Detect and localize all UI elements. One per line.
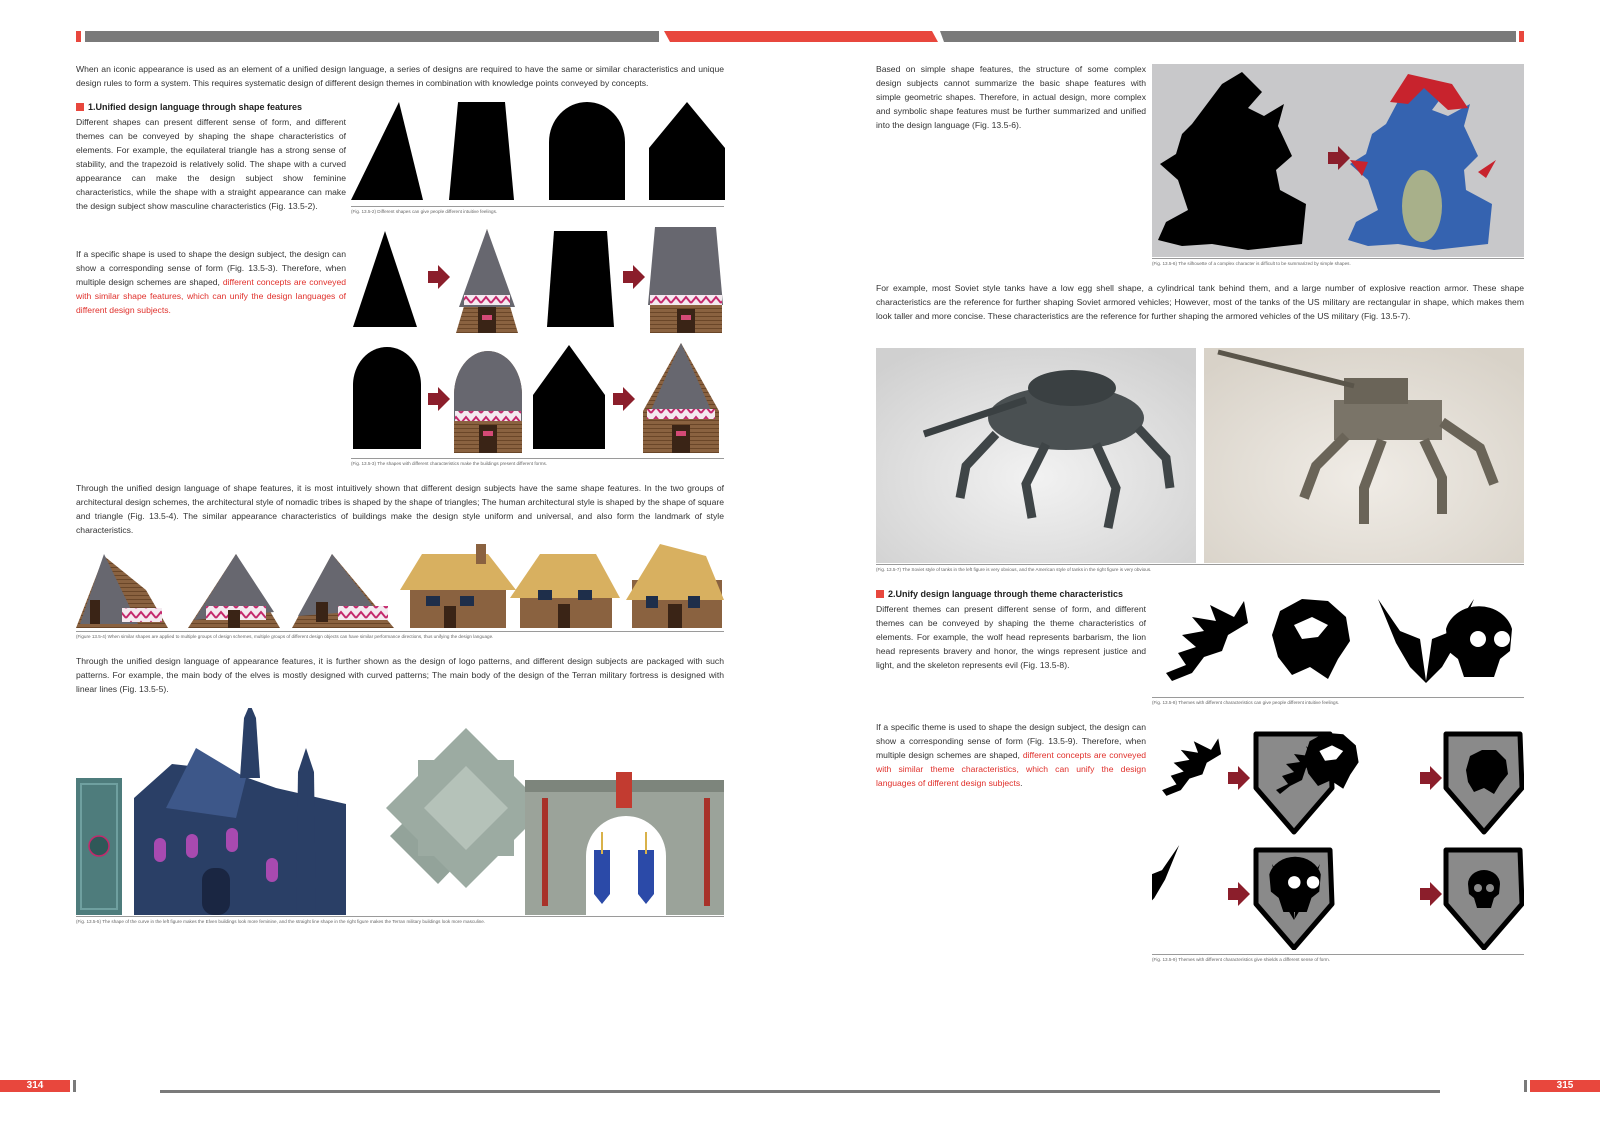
page-number-right: 315 — [1530, 1080, 1600, 1092]
right-paragraph-3-end: . — [1020, 778, 1023, 788]
right-paragraph-3 — [876, 720, 1146, 790]
top-bar-red-left — [76, 31, 81, 42]
left-paragraph-2-text: If a specific shape is used to shape the design subject, the design can show a corresponding sense of form (Fig. 13.5-3). Therefore, when multiple design schemes are shaped, — [76, 249, 346, 287]
footer-tick-right — [1524, 1080, 1527, 1092]
dome-building — [454, 351, 522, 453]
right-paragraph-2: For example, most Soviet style tanks have a low egg shell shape, a cylindrical tank behind them, and a large number of explosive reaction armor. These shape characteristics are the reference for further shaping Soviet armored vehicles; However, most of the tanks of the US military are rectangular in shape, which makes them look taller and more concise. These characteristics are the reference for further shaping the armored vehicles of the US military (Fig. 13.5-7). — [876, 283, 1524, 321]
section-marker — [76, 103, 84, 111]
shield-icon — [1446, 734, 1522, 832]
terran-gate — [525, 772, 724, 915]
section-marker — [876, 590, 884, 598]
elven-castle — [134, 708, 346, 915]
fig-13-5-8-caption: (Fig. 13.5-8) Themes with different characteristics can give people different intuitive feelings. — [1152, 697, 1524, 706]
left-paragraph-2 — [76, 247, 346, 317]
triangle-shape — [353, 231, 417, 327]
triangle-shape — [351, 102, 423, 200]
fig-13-5-3-shape-buildings — [351, 225, 725, 457]
arch-shape — [353, 347, 421, 449]
fig-13-5-2-caption: (Fig. 13.5-2) Different shapes can give people different intuitive feelings. — [351, 206, 724, 215]
human-house-3 — [626, 544, 724, 628]
section-2-title: 2.Unify design language through theme characteristics — [888, 589, 1124, 599]
tent-building — [456, 229, 518, 333]
skull-icon — [1446, 606, 1512, 677]
trapezoid-building — [648, 227, 723, 333]
arrow-icon — [428, 265, 450, 289]
top-bar-red-right — [1519, 31, 1524, 42]
terran-floor-pattern — [386, 728, 546, 888]
left-intro-paragraph: When an iconic appearance is used as an element of a unified design language, a series of designs are required to have the same or similar characteristics and unique design rules to form a system. This requires systematic design of different design themes in combination with knowledge points conveyed by concepts. — [76, 64, 724, 88]
right-paragraph-3-highlight: different concepts are conveyed with similar theme characteristics, which can unify the design languages of different design subjects — [876, 750, 1146, 788]
human-house-2 — [510, 554, 620, 628]
lion-head-icon — [1272, 599, 1350, 679]
top-bar-grey-left — [85, 31, 659, 42]
fig-13-5-9-shields — [1152, 728, 1524, 950]
section-2-heading — [876, 589, 1123, 599]
footer-line — [160, 1090, 1440, 1093]
fig-13-5-7-tanks — [876, 348, 1524, 563]
arch-shape — [549, 102, 625, 200]
right-paragraph-3-text: If a specific theme is used to shape the design subject, the design can show a corresponding sense of form (Fig. 13.5-9). Therefore, when multiple design schemes are shaped, — [876, 722, 1146, 760]
trapezoid-shape — [449, 102, 514, 200]
left-paragraph-4: Through the unified design language of appearance features, it is further shown as the design of logo patterns, and different design subjects are packaged with such patterns. For example, the main body of the elves is mostly designed with curved patterns; The main body of the design of the Terran military fortress is designed with linear lines (Fig. 13.5-5). — [76, 656, 724, 694]
left-paragraph-2-highlight: different concepts are conveyed with similar shape features, which can unify the design languages of different design subjects. — [76, 277, 346, 315]
human-house-1 — [400, 544, 516, 628]
left-paragraph-3: Through the unified design language of shape features, it is most intuitively shown that different design subjects have the same shape features. In the two groups of architectural design schemes, the architectural style of nomadic tribes is shaped by the shape of triangles; The human architectural style is shaped by the shape of square and triangle (Fig. 13.5-4). The similar appearance characteristics of buildings make the design style uniform and universal, and also form the landmark of style characteristics. — [76, 483, 724, 535]
arrow-icon — [623, 265, 645, 289]
top-bar-red-center — [664, 31, 938, 42]
fig-13-5-6-caption: (Fig. 13.5-6) The silhouette of a complex character is difficult to be summarized by simple shapes. — [1152, 258, 1524, 267]
top-bar-grey-right — [940, 31, 1516, 42]
wings-icon — [1152, 845, 1179, 911]
fig-13-5-4-caption: (Figure 13.5-4) When similar shapes are applied to multiple groups of design schemes, multiple groups of different design objects can have similar performance directions, thus unifying the design language. — [76, 631, 724, 640]
arrow-icon — [1420, 766, 1442, 790]
fig-13-5-6-silhouette — [1152, 64, 1524, 257]
wolf-head-icon — [1166, 601, 1248, 681]
pentagon-building — [643, 343, 719, 453]
fig-13-5-9-caption: (Fig. 13.5-9) Themes with different characteristics give shields a different sense of form. — [1152, 954, 1524, 963]
tribal-tent-1 — [76, 554, 168, 628]
section-1-heading — [76, 102, 302, 112]
fig-13-5-2-shapes — [351, 100, 725, 202]
section-2-body: Different themes can present different sense of form, and different themes can be conveyed by shaping the theme characteristics of elements. For example, the wolf head represents barbarism, the lion head represents bravery and honor, the wings represent justice and light, and the skeleton represents evil (Fig. 13.5-8). — [876, 604, 1146, 670]
arrow-icon — [428, 387, 450, 411]
elven-banner — [76, 778, 122, 915]
tribal-tent-2 — [188, 554, 280, 628]
pentagon-shape — [649, 102, 725, 200]
tribal-tent-3 — [292, 554, 394, 628]
fig-13-5-5-caption: (Fig. 13.5-5) The shape of the curve in the left figure makes the Elven buildings look more feminine, and the straight line shape in the right figure makes the Terran military buildings look more masculine. — [76, 916, 724, 925]
fig-13-5-4-building-groups — [76, 540, 724, 630]
pentagon-shape — [533, 345, 605, 449]
arrow-icon — [613, 387, 635, 411]
right-paragraph-1: Based on simple shape features, the structure of some complex design subjects cannot summarize the basic shape features with simple geometric shapes. Therefore, in actual design, more complex and symbolic shape features must be further summarized and unified into the design language (Fig. 13.5-6). — [876, 64, 1146, 130]
arrow-icon — [1420, 882, 1442, 906]
arrow-icon — [1228, 882, 1250, 906]
arrow-icon — [1228, 766, 1250, 790]
fig-13-5-5-elven-vs-terran — [76, 708, 724, 915]
fig-13-5-3-caption: (Fig. 13.5-3) The shapes with different characteristics make the buildings present different forms. — [351, 458, 724, 467]
fig-13-5-7-caption: (Fig. 13.5-7) The Soviet style of tanks in the left figure is very obvious, and the American style of tanks in the right figure is very obvious. — [876, 564, 1524, 573]
trapezoid-shape — [547, 231, 614, 327]
section-1-title: 1.Unified design language through shape features — [88, 102, 303, 112]
section-1-body: Different shapes can present different sense of form, and different themes can be conveyed by shaping the shape characteristics of elements. For example, the equilateral triangle has a strong sense of stability, and the trapezoid is relatively solid. The shape with a curved appearance can make the design subject show feminine characteristics, while the shape with a straight appearance can make the design subject show masculine characteristics (Fig. 13.5-2). — [76, 117, 346, 211]
fig-13-5-8-theme-icons — [1152, 595, 1524, 687]
footer-tick-left — [73, 1080, 76, 1092]
shield-icon — [1446, 850, 1522, 948]
wolf-head-icon — [1162, 738, 1221, 796]
page-number-left: 314 — [0, 1080, 70, 1092]
